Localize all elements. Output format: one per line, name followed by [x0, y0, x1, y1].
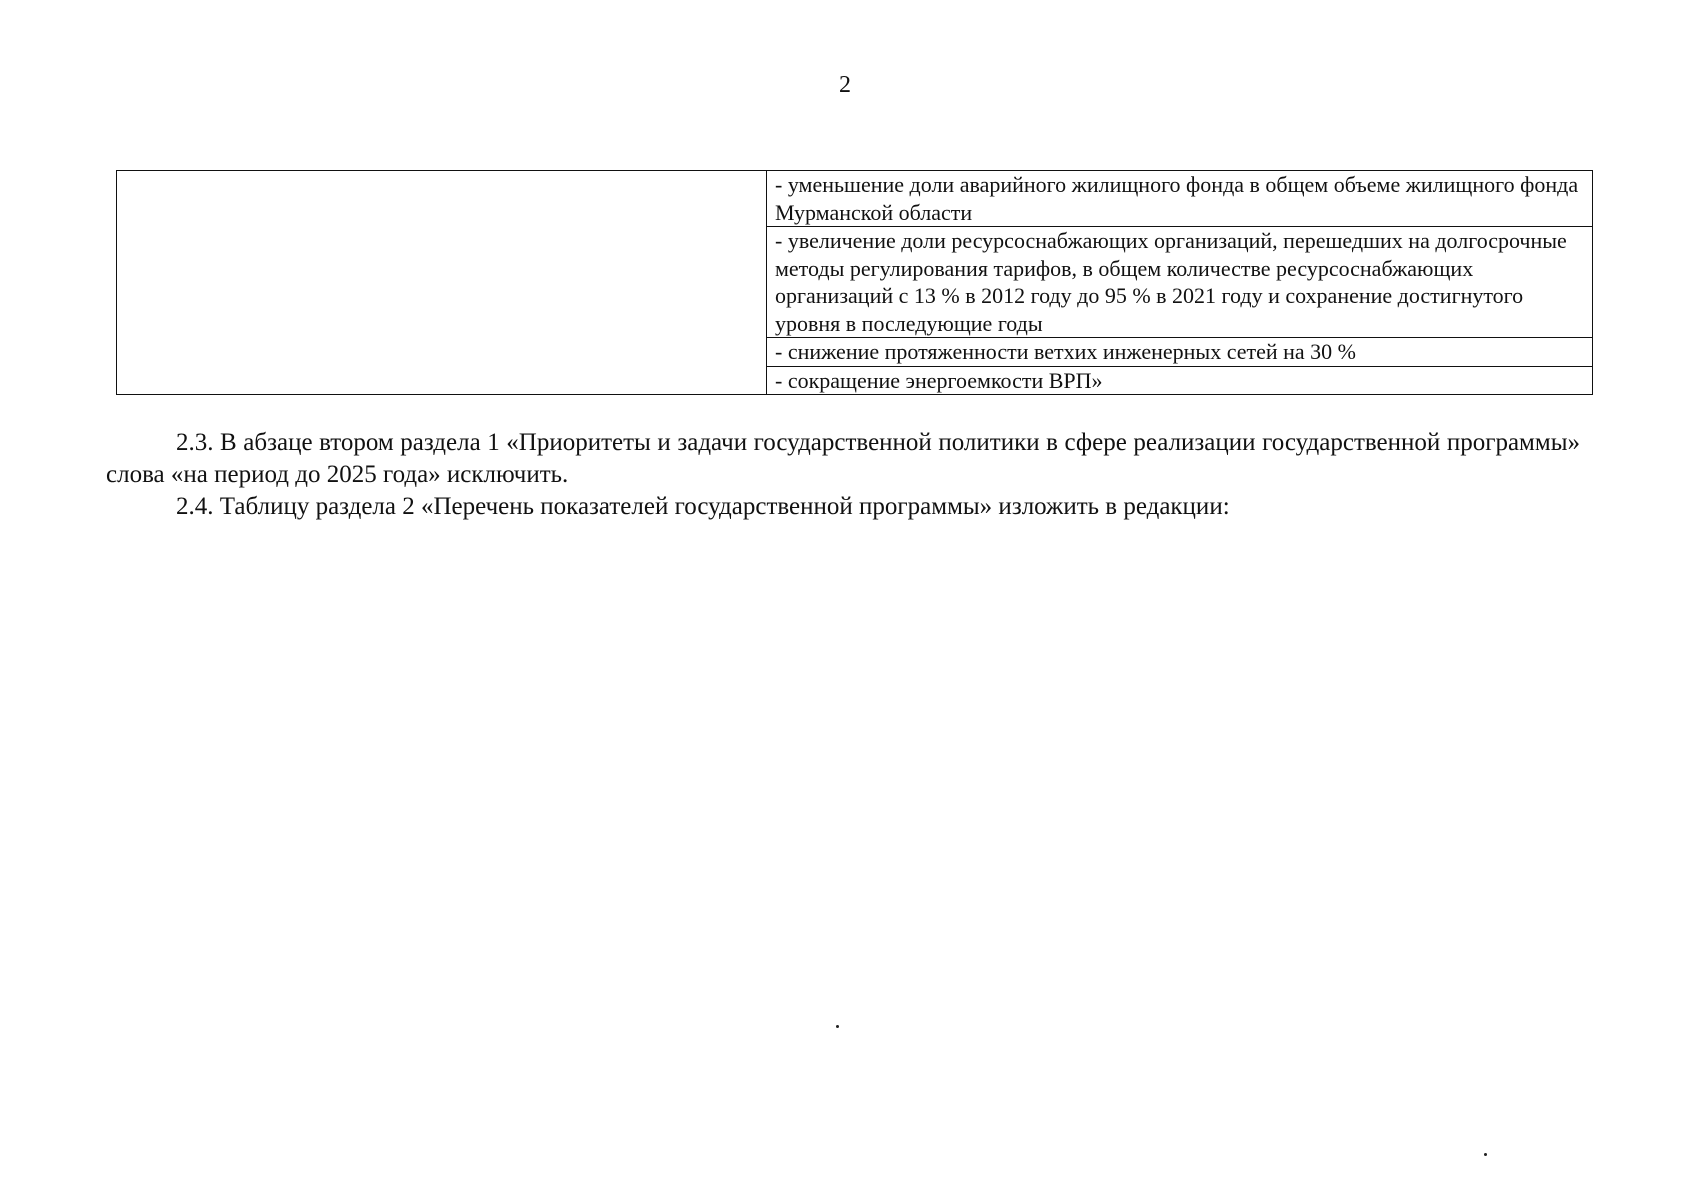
table-cell: - уменьшение доли аварийного жилищного фонда в общем объеме жилищного фонда Мурманской области — [767, 171, 1593, 227]
table-cell-empty — [117, 171, 767, 395]
table-cell: - увеличение доли ресурсоснабжающих организаций, перешедших на долгосрочные методы регулирования тарифов, в общем количестве ресурсоснабжающих организаций с 13 % в 2012 году до 95 % в 2021 году и сохранение достигнутого уровня в последующие годы — [767, 227, 1593, 338]
table-cell: - снижение протяженности ветхих инженерных сетей на 30 % — [767, 338, 1593, 367]
body-text — [106, 427, 1580, 523]
scan-speck — [1484, 1153, 1487, 1156]
paragraph-2-3: 2.3. В абзаце втором раздела 1 «Приоритеты и задачи государственной политики в сфере реализации государственной программы» слова «на период до 2025 года» исключить. — [106, 429, 1580, 488]
indicators-table — [116, 170, 1593, 395]
page-number: 2 — [839, 72, 851, 98]
table-cell: - сокращение энергоемкости ВРП» — [767, 366, 1593, 395]
table-row — [117, 171, 1593, 227]
scan-speck — [836, 1025, 839, 1028]
paragraph-2-4: 2.4. Таблицу раздела 2 «Перечень показателей государственной программы» изложить в редакции: — [176, 493, 1230, 520]
